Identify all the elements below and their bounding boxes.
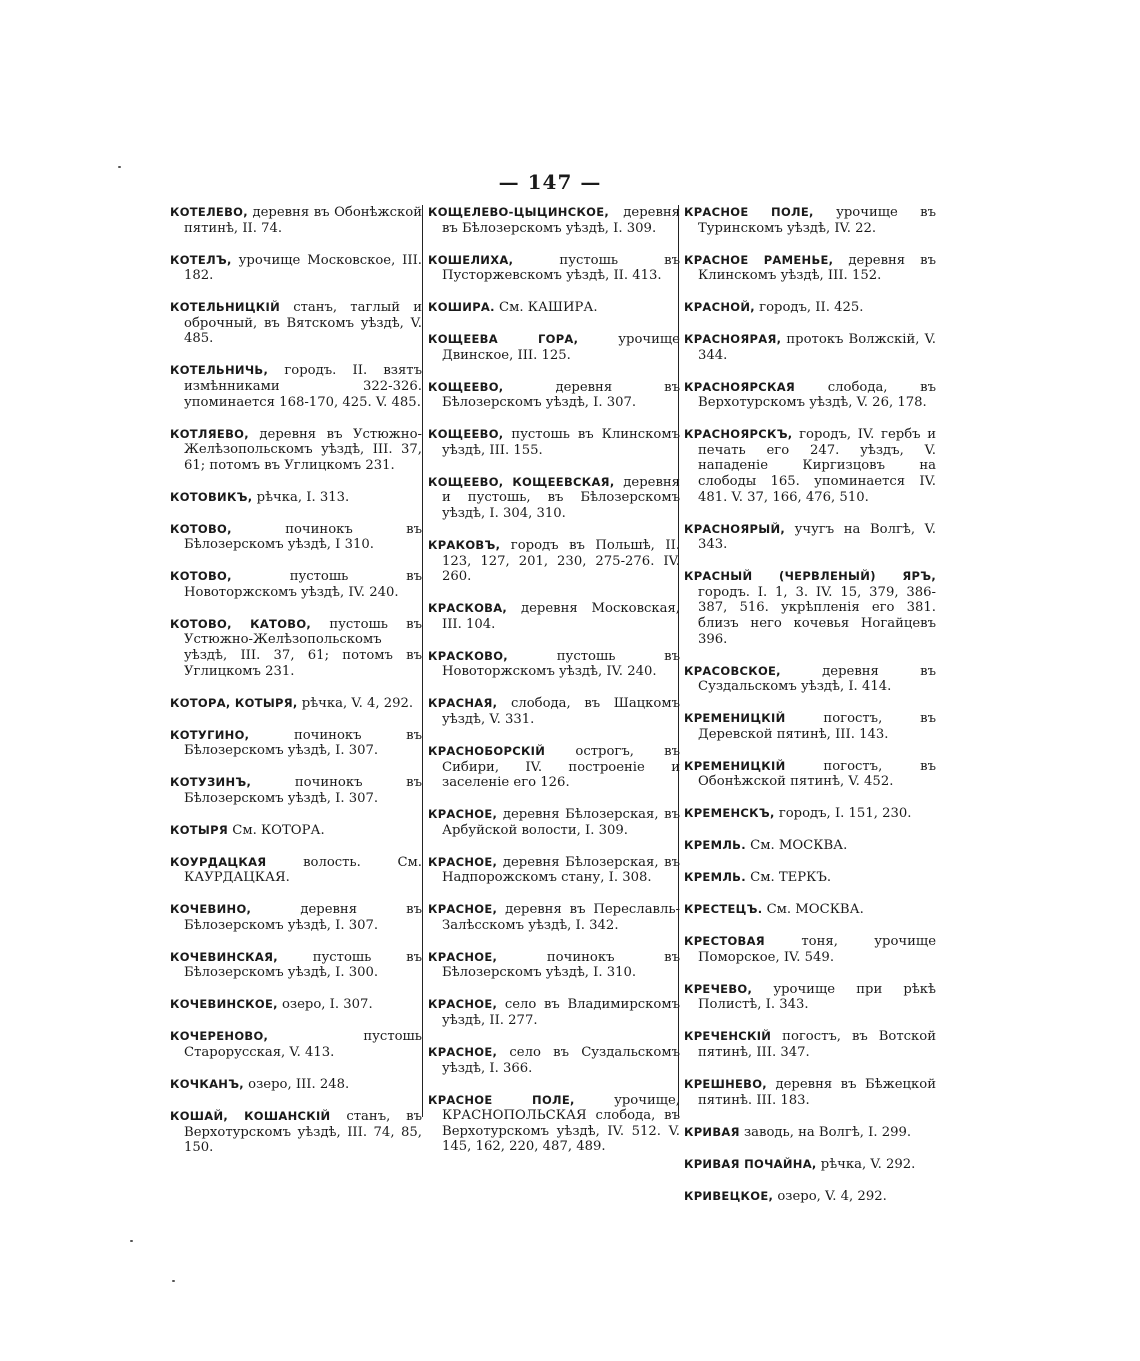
entry-text: деревня Бѣлозерская, въ Арбуйской волости, I. 309. [442, 807, 680, 838]
entry-text: станъ, таглый и оброчный, въ Вятскомъ уѣздѣ, V. 485. [184, 300, 422, 347]
index-entry [428, 744, 680, 791]
entry-text: городъ, II. 425. [754, 300, 864, 316]
index-entry [170, 1077, 422, 1093]
entry-text: рѣчка, I. 313. [252, 489, 350, 505]
index-entry [428, 696, 680, 727]
entry-headword: КОТЕЛЬНИЧЬ, [170, 363, 269, 378]
index-entry [428, 300, 680, 316]
index-entry [684, 205, 936, 236]
entry-headword: КРАСНОБОРСКІЙ [428, 743, 546, 758]
entry-headword: КРАСНОЕ ПОЛЕ, [684, 205, 814, 219]
entry-headword: КРАСНОЕ, [428, 1045, 498, 1060]
index-entry [684, 1157, 936, 1173]
entry-text: волость. См. КАУРДАЦКАЯ. [184, 854, 422, 886]
index-entry [684, 1189, 936, 1205]
index-entry [170, 1109, 422, 1156]
entry-headword: КОЧЕВИНО, [170, 902, 252, 917]
entry-text: пустошь въ Клинскомъ уѣздѣ, III. 155. [442, 427, 680, 458]
entry-headword: КРЕМЛЬ. [684, 870, 746, 885]
index-entry [428, 997, 680, 1028]
entry-text: протокъ Волжскій, V. 344. [698, 332, 936, 363]
entry-text: См. КОТОРА. [228, 822, 325, 838]
entry-text: тоня, урочище Поморское, IV. 549. [698, 934, 936, 965]
index-entry [684, 806, 936, 822]
entry-text: село въ Суздальскомъ уѣздѣ, I. 366. [442, 1045, 680, 1076]
index-entry [170, 490, 422, 506]
column-divider [678, 205, 679, 1117]
entry-headword: КРАКОВЪ, [428, 538, 501, 553]
entry-headword: КРАСНАЯ, [428, 696, 498, 711]
index-entry [684, 870, 936, 886]
index-entry [170, 728, 422, 759]
index-entry [170, 902, 422, 933]
entry-text: урочище Московское, III. 182. [184, 252, 422, 284]
entry-headword: КОТЕЛЪ, [170, 252, 232, 267]
index-entry [428, 807, 680, 838]
entry-headword: КОЩЕЕВО, [428, 427, 504, 442]
entry-headword: КРАСКОВА, [428, 601, 508, 616]
entry-text: городъ. I. 1, 3. IV. 15, 379, 386-387, 516. укрѣпленія его 381. близъ него кочевья Ногайцевъ 396. [698, 584, 936, 647]
index-entry [428, 1045, 680, 1076]
entry-headword: КРЕШНЕВО, [684, 1077, 767, 1091]
entry-text: станъ, въ Верхотурскомъ уѣздѣ, III. 74, 85, 150. [184, 1108, 422, 1156]
entry-text: погостъ, въ Обонѣжской пятинѣ, V. 452. [698, 758, 936, 790]
entry-headword: КРЕЧЕНСКІЙ [684, 1029, 772, 1044]
index-entry [428, 475, 680, 522]
index-entry [170, 253, 422, 284]
entry-headword: КОТЕЛЬНИЦКІЙ [170, 300, 281, 315]
entry-text: починокъ въ Бѣлозерскомъ уѣздѣ, I. 307. [184, 727, 422, 759]
page-number: — 147 — [498, 170, 602, 194]
entry-headword: КРЕМЕНСКЪ, [684, 806, 775, 821]
index-entry [684, 300, 936, 316]
index-entry [170, 1029, 422, 1060]
index-entry [684, 380, 936, 411]
index-entry [170, 775, 422, 806]
entry-text: См. КАШИРА. [494, 300, 598, 316]
entry-headword: КОТУГИНО, [170, 727, 250, 742]
entry-headword: КРАСНОЕ РАМЕНЬЕ, [684, 252, 834, 267]
index-entry [170, 522, 422, 553]
index-entry [170, 205, 422, 236]
entry-text: урочище Двинское, III. 125. [442, 332, 680, 363]
index-entry [684, 759, 936, 790]
index-entry [428, 855, 680, 886]
entry-headword: КРАСНЫЙ (ЧЕРВЛЕНЫЙ) ЯРЪ, [684, 569, 936, 584]
entry-text: острогъ, въ Сибири, IV. построеніе и заселеніе его 126. [442, 743, 680, 791]
entry-text: деревня въ Суздальскомъ уѣздѣ, I. 414. [698, 663, 936, 695]
entry-headword: КРЕЧЕВО, [684, 981, 753, 996]
entry-headword: КОШАЙ, КОШАНСКІЙ [170, 1108, 331, 1123]
entry-text: городъ въ Польшѣ, II. 123, 127, 201, 230, 275-276. IV. 260. [442, 538, 680, 585]
index-entry [170, 569, 422, 600]
index-entry [684, 522, 936, 553]
entry-headword: КРАСНОЯРСКАЯ [684, 379, 796, 394]
entry-text: заводь, на Волгѣ, I. 299. [739, 1124, 912, 1140]
print-speck [172, 1280, 175, 1282]
index-entry [170, 997, 422, 1013]
index-entry [428, 427, 680, 458]
entry-text: озеро, I. 307. [277, 997, 373, 1013]
entry-text: городъ. II. взятъ измѣнниками 322-326. упоминается 168-170, 425. V. 485. [184, 363, 422, 410]
entry-text: озеро, V. 4, 292. [773, 1188, 887, 1204]
entry-text: деревня въ Обонѣжской пятинѣ, II. 74. [184, 205, 422, 236]
index-entry [170, 617, 422, 679]
entry-text: починокъ въ Бѣлозерскомъ уѣздѣ, I. 307. [184, 775, 422, 806]
index-entry [684, 427, 936, 505]
index-entry [428, 205, 680, 236]
index-column-1 [170, 205, 422, 1172]
entry-text: село въ Владимирскомъ уѣздѣ, II. 277. [442, 997, 680, 1029]
print-speck [130, 1240, 133, 1242]
entry-text: учугъ на Волгѣ, V. 343. [698, 521, 936, 553]
entry-text: пустошь Старорусская, V. 413. [184, 1029, 422, 1061]
index-entry [428, 950, 680, 981]
index-entry [170, 363, 422, 410]
entry-headword: КРАСНОЙ, [684, 300, 755, 315]
entry-headword: КРАСНОЕ, [428, 949, 498, 964]
index-entry [684, 664, 936, 695]
column-divider [422, 205, 423, 1117]
entry-headword: КРАСНОЕ, [428, 997, 498, 1012]
index-entry [428, 902, 680, 933]
entry-headword: КОЩЕЕВО, КОЩЕЕВСКАЯ, [428, 474, 615, 489]
entry-headword: КРАСКОВО, [428, 648, 508, 663]
entry-headword: КРИВАЯ ПОЧАЙНА, [684, 1156, 817, 1171]
entry-headword: КОТОВО, [170, 521, 232, 536]
entry-text: деревня въ Клинскомъ уѣздѣ, III. 152. [698, 252, 936, 284]
entry-headword: КРАСНОЕ, [428, 807, 498, 822]
entry-text: деревня въ Бѣлозерскомъ уѣздѣ, I. 307. [442, 379, 680, 411]
index-column-2 [428, 205, 680, 1171]
index-entry [170, 855, 422, 886]
entry-text: городъ, IV. гербъ и печать его 247. уѣздъ, V. нападеніе Киргизцовъ на слободы 165. упоминается IV. 481. V. 37, 166, 476, 510. [698, 427, 936, 505]
entry-text: деревня въ Бѣлозерскомъ уѣздѣ, I. 309. [442, 205, 680, 236]
entry-text: деревня въ Бѣлозерскомъ уѣздѣ, I. 307. [184, 902, 422, 933]
entry-headword: КРАСНОЕ, [428, 902, 498, 917]
entry-text: урочище, КРАСНОПОЛЬСКАЯ слобода, въ Верхотурскомъ уѣздѣ, IV. 512. V. 145, 162, 220, 487, 489. [442, 1092, 680, 1155]
entry-headword: КОТЛЯЕВО, [170, 426, 249, 441]
entry-text: деревня Бѣлозерская, въ Надпорожскомъ стану, I. 308. [442, 854, 680, 886]
entry-headword: КОЩЕЛЕВО-ЦЫЦИНСКОЕ, [428, 205, 610, 219]
entry-headword: КРАСНОЕ, [428, 854, 498, 869]
index-entry [428, 649, 680, 680]
index-entry [684, 934, 936, 965]
entry-text: озеро, III. 248. [243, 1077, 350, 1092]
entry-headword: КОШИРА. [428, 300, 495, 315]
entry-headword: КОЧЕРЕНОВО, [170, 1029, 269, 1044]
entry-headword: КОЧКАНЪ, [170, 1077, 244, 1091]
entry-headword: КРАСНОЯРСКЪ, [684, 427, 793, 442]
index-entry [684, 838, 936, 854]
entry-text: рѣчка, V. 292. [816, 1156, 916, 1172]
entry-text: урочище при рѣкѣ Полистѣ, I. 343. [698, 981, 936, 1013]
index-entry [428, 538, 680, 585]
entry-text: урочище въ Туринскомъ уѣздѣ, IV. 22. [698, 205, 936, 236]
entry-text: деревня и пустошь, въ Бѣлозерскомъ уѣздѣ, I. 304, 310. [442, 474, 680, 522]
index-entry [428, 253, 680, 284]
entry-headword: КРЕСТЕЦЪ. [684, 902, 763, 917]
entry-headword: КОЩЕЕВА ГОРА, [428, 332, 579, 347]
entry-headword: КРАСОВСКОЕ, [684, 663, 781, 678]
entry-text: починокъ въ Бѣлозерскомъ уѣздѣ, I. 310. [442, 949, 680, 981]
index-entry [170, 823, 422, 839]
entry-headword: КРЕСТОВАЯ [684, 934, 765, 949]
entry-headword: КРАСНОЯРЫЙ, [684, 521, 786, 536]
index-entry [684, 1077, 936, 1108]
entry-headword: КРАСНОЕ ПОЛЕ, [428, 1092, 575, 1107]
index-entry [684, 982, 936, 1013]
entry-text: погостъ, въ Деревской пятинѣ, III. 143. [698, 711, 936, 742]
index-entry [170, 696, 422, 712]
entry-text: деревня въ Устюжно-Желѣзопольскомъ уѣздѣ, III. 37, 61; потомъ въ Углицкомъ 231. [184, 426, 422, 473]
entry-headword: КОЧЕВИНСКОЕ, [170, 997, 278, 1012]
entry-text: починокъ въ Бѣлозерскомъ уѣздѣ, I 310. [184, 521, 422, 553]
index-entry [684, 569, 936, 647]
index-entry [170, 300, 422, 347]
entry-headword: КОТУЗИНЪ, [170, 775, 252, 790]
entry-headword: КОЩЕЕВО, [428, 379, 504, 394]
index-entry [428, 380, 680, 411]
index-entry [684, 1029, 936, 1060]
entry-text: слобода, въ Верхотурскомъ уѣздѣ, V. 26, 178. [698, 379, 936, 411]
entry-text: деревня въ Переславль-Залѣсскомъ уѣздѣ, I. 342. [442, 902, 680, 933]
entry-headword: КОУРДАЦКАЯ [170, 854, 267, 869]
index-entry [170, 427, 422, 474]
entry-text: См. МОСКВА. [745, 838, 848, 854]
entry-text: пустошь въ Устюжно-Желѣзопольскомъ уѣздѣ, III. 37, 61; потомъ въ Углицкомъ 231. [184, 616, 422, 679]
entry-headword: КОТЕЛЕВО, [170, 205, 248, 219]
entry-headword: КОЧЕВИНСКАЯ, [170, 949, 278, 964]
index-entry [684, 332, 936, 363]
entry-headword: КРИВЕЦКОЕ, [684, 1188, 774, 1203]
entry-text: погостъ, въ Вотской пятинѣ, III. 347. [698, 1029, 936, 1061]
entry-headword: КРИВАЯ [684, 1124, 740, 1139]
entry-headword: КОТОРА, КОТЫРЯ, [170, 695, 298, 710]
entry-text: городъ, I. 151, 230. [774, 806, 912, 822]
entry-headword: КРЕМЕНИЦКІЙ [684, 711, 786, 726]
entry-headword: КОТОВИКЪ, [170, 489, 253, 504]
index-entry [170, 950, 422, 981]
index-entry [428, 332, 680, 363]
entry-text: слобода, въ Шацкомъ уѣздѣ, V. 331. [442, 696, 680, 727]
index-entry [684, 902, 936, 918]
entry-headword: КОТОВО, КАТОВО, [170, 616, 312, 631]
entry-text: пустошь въ Бѣлозерскомъ уѣздѣ, I. 300. [184, 949, 422, 981]
entry-text: См. ТЕРКЪ. [745, 870, 832, 886]
entry-headword: КОТОВО, [170, 569, 232, 584]
entry-headword: КРАСНОЯРАЯ, [684, 332, 782, 347]
index-entry [684, 253, 936, 284]
entry-text: рѣчка, V. 4, 292. [297, 695, 414, 711]
print-speck [118, 166, 121, 168]
entry-headword: КОТЫРЯ [170, 822, 229, 837]
index-entry [428, 601, 680, 632]
entry-headword: КРЕМЕНИЦКІЙ [684, 758, 786, 773]
index-entry [684, 1125, 936, 1141]
entry-text: пустошь въ Новоторжскомъ уѣздѣ, IV. 240. [184, 569, 422, 600]
index-entry [428, 1093, 680, 1155]
entry-text: пустошь въ Пусторжевскомъ уѣздѣ, II. 413. [442, 252, 680, 284]
entry-headword: КОШЕЛИХА, [428, 252, 514, 267]
entry-text: См. МОСКВА. [762, 902, 864, 918]
entry-text: деревня въ Бѣжецкой пятинѣ. III. 183. [698, 1077, 936, 1108]
index-entry [684, 711, 936, 742]
entry-text: деревня Московская, III. 104. [442, 601, 680, 632]
entry-headword: КРЕМЛЬ. [684, 838, 746, 853]
entry-text: пустошь въ Новоторжскомъ уѣздѣ, IV. 240. [442, 648, 680, 680]
index-column-3 [684, 205, 936, 1221]
